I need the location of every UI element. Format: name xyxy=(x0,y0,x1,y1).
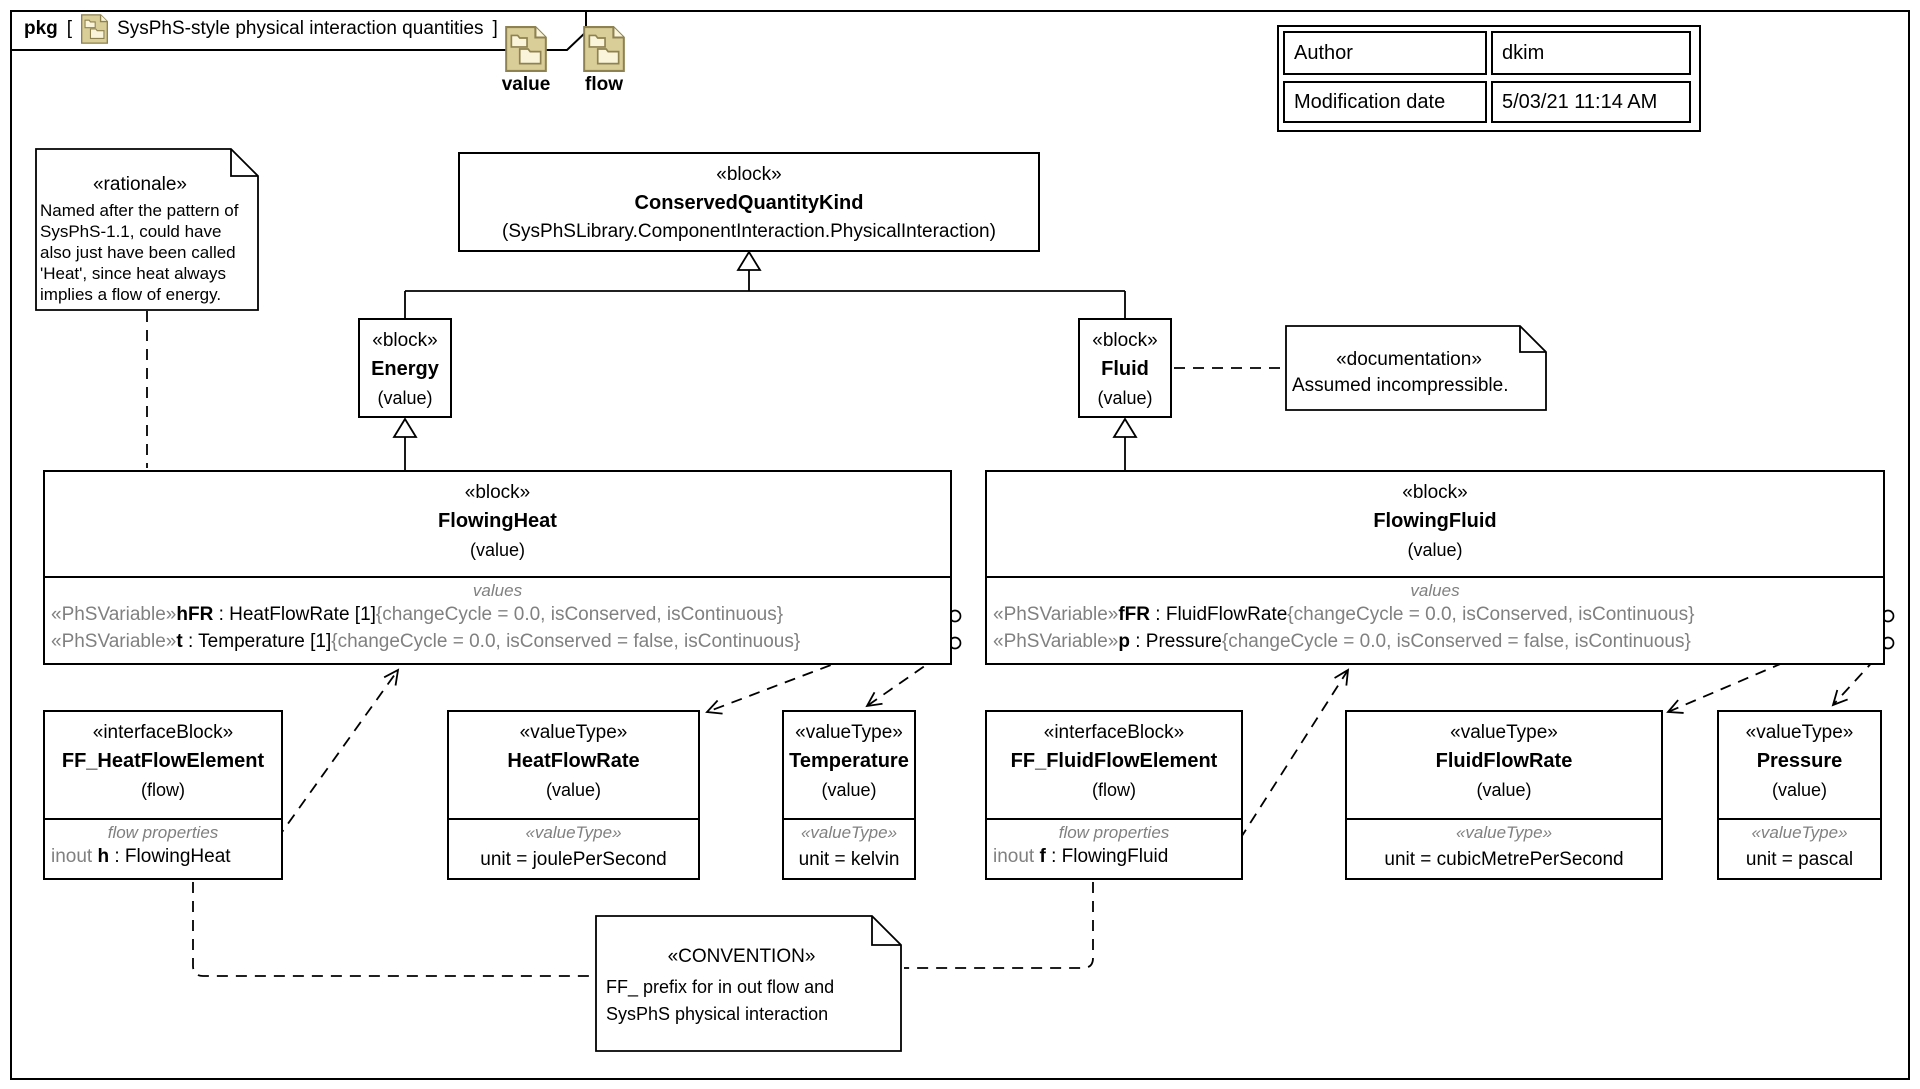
unit-compartment xyxy=(449,818,698,873)
property-stereotype: «PhSVariable» xyxy=(51,631,177,652)
property-constraint: {changeCycle = 0.0, isConserved, isContinuous} xyxy=(375,604,784,625)
property-direction: inout xyxy=(51,846,93,867)
note-convention[interactable] xyxy=(595,915,902,1052)
info-table-author-label: Author xyxy=(1283,31,1487,75)
note-text-line: implies a flow of energy. xyxy=(40,285,222,304)
stereotype-label: «valueType» xyxy=(795,722,903,743)
values-compartment xyxy=(987,576,1883,655)
property-constraint: {changeCycle = 0.0, isConserved = false, isContinuous} xyxy=(1221,631,1691,652)
property-stereotype: «PhSVariable» xyxy=(993,631,1119,652)
block-header xyxy=(784,712,914,818)
value-property xyxy=(987,601,1883,628)
compartment-label: flow properties xyxy=(107,823,219,842)
compartment-label: flow properties xyxy=(1058,823,1170,842)
flow-property xyxy=(45,843,281,870)
property-name: fFR xyxy=(1118,604,1151,625)
stereotype-label: «block» xyxy=(1092,330,1158,351)
unit-value: unit = joulePerSecond xyxy=(480,849,667,870)
block-header xyxy=(1080,320,1170,411)
block-package: (value) xyxy=(821,780,877,800)
block-name: FlowingHeat xyxy=(438,510,557,532)
block-name: Temperature xyxy=(789,750,909,772)
package-diagram-icon xyxy=(81,14,108,44)
package-label-flow[interactable]: flow xyxy=(585,74,623,95)
block-header xyxy=(449,712,698,818)
block-header xyxy=(1719,712,1880,818)
note-text-line: 'Heat', since heat always xyxy=(40,264,227,283)
value-property xyxy=(45,601,950,628)
stereotype-label: «block» xyxy=(372,330,438,351)
note-documentation[interactable] xyxy=(1285,325,1547,411)
block-package: (value) xyxy=(1771,780,1828,800)
block-header xyxy=(45,472,950,576)
block-qualifier: (SysPhSLibrary.ComponentInteraction.PhysicalInteraction) xyxy=(502,221,996,242)
compartment-label: values xyxy=(1410,581,1460,600)
package-icon-flow[interactable] xyxy=(583,26,625,72)
property-type: : HeatFlowRate [1] xyxy=(213,604,376,625)
block-header xyxy=(987,472,1883,576)
property-stereotype: «PhSVariable» xyxy=(51,604,177,625)
tab-close-bracket: ] xyxy=(492,18,498,39)
note-text-line: Assumed incompressible. xyxy=(1292,375,1509,396)
tab-open-bracket: [ xyxy=(66,18,73,39)
frame-tab[interactable] xyxy=(10,10,498,48)
block-package: (value) xyxy=(1097,388,1153,408)
package-label-value[interactable]: value xyxy=(501,74,551,95)
flow-properties-compartment xyxy=(45,818,281,870)
block-fluid[interactable] xyxy=(1078,318,1172,418)
note-stereotype: «rationale» xyxy=(92,174,188,195)
property-constraint: {changeCycle = 0.0, isConserved = false, isContinuous} xyxy=(331,631,801,652)
property-direction: inout xyxy=(993,846,1035,867)
unit-compartment xyxy=(784,818,914,873)
block-name: FF_FluidFlowElement xyxy=(1010,750,1218,772)
block-header xyxy=(460,154,1038,245)
block-conservedquantitykind[interactable] xyxy=(458,152,1040,252)
property-type: : FlowingHeat xyxy=(109,846,231,867)
unit-compartment xyxy=(1347,818,1661,873)
note-text-line: SysPhS-1.1, could have xyxy=(40,222,222,241)
compartment-label: «valueType» xyxy=(800,823,898,842)
note-rationale[interactable] xyxy=(35,148,259,311)
block-fluidflowrate[interactable] xyxy=(1345,710,1663,880)
block-package: (value) xyxy=(377,388,433,408)
property-type: : FlowingFluid xyxy=(1045,846,1169,867)
block-name: Energy xyxy=(371,358,439,380)
info-table-author-value: dkim xyxy=(1491,31,1691,75)
info-table-moddate-value: 5/03/21 11:14 AM xyxy=(1491,81,1691,123)
property-name: t xyxy=(176,631,183,652)
note-text-line: also just have been called xyxy=(40,243,236,262)
value-property xyxy=(45,628,950,655)
block-flowingfluid[interactable] xyxy=(985,470,1885,665)
block-package: (value) xyxy=(545,780,602,800)
block-package: (value) xyxy=(1476,780,1532,800)
block-name: Pressure xyxy=(1756,750,1843,772)
block-name: ConservedQuantityKind xyxy=(634,192,864,214)
block-header xyxy=(45,712,281,818)
block-name: FlowingFluid xyxy=(1373,510,1497,532)
flow-property xyxy=(987,843,1241,870)
block-header xyxy=(360,320,450,411)
block-ff-fluidflowelement[interactable] xyxy=(985,710,1243,880)
block-package: (value) xyxy=(1407,540,1463,560)
tab-keyword: pkg xyxy=(24,18,58,39)
block-package: (flow) xyxy=(1092,780,1136,800)
property-name: h xyxy=(97,846,110,867)
note-text-line: SysPhS physical interaction xyxy=(606,1004,829,1024)
stereotype-label: «block» xyxy=(464,482,531,503)
property-name: hFR xyxy=(176,604,214,625)
unit-compartment xyxy=(1719,818,1880,873)
property-type: : Temperature [1] xyxy=(182,631,332,652)
block-package: (flow) xyxy=(141,780,185,800)
stereotype-label: «interfaceBlock» xyxy=(1043,722,1185,743)
block-energy[interactable] xyxy=(358,318,452,418)
package-icon-value[interactable] xyxy=(505,26,547,72)
block-flowingheat[interactable] xyxy=(43,470,952,665)
tab-title: SysPhS-style physical interaction quantities xyxy=(117,18,484,39)
stereotype-label: «valueType» xyxy=(519,722,628,743)
property-name: f xyxy=(1039,846,1046,867)
property-type: : FluidFlowRate xyxy=(1150,604,1288,625)
block-header xyxy=(1347,712,1661,818)
unit-value: unit = cubicMetrePerSecond xyxy=(1384,849,1624,870)
stereotype-label: «valueType» xyxy=(1450,722,1558,743)
note-stereotype: «documentation» xyxy=(1336,349,1482,370)
value-property xyxy=(987,628,1883,655)
info-table-moddate-label: Modification date xyxy=(1283,81,1487,123)
values-compartment xyxy=(45,576,950,655)
block-name: FF_HeatFlowElement xyxy=(61,750,265,772)
block-name: FluidFlowRate xyxy=(1435,750,1573,772)
stereotype-label: «block» xyxy=(716,164,782,185)
property-type: : Pressure xyxy=(1129,631,1222,652)
block-heatflowrate[interactable] xyxy=(447,710,700,880)
block-name: Fluid xyxy=(1101,358,1149,380)
block-package: (value) xyxy=(469,540,526,560)
note-text-line: Named after the pattern of xyxy=(40,201,239,220)
compartment-label: «valueType» xyxy=(1455,823,1553,842)
stereotype-label: «valueType» xyxy=(1745,722,1854,743)
note-text-line: FF_ prefix for in out flow and xyxy=(606,977,835,997)
unit-value: unit = pascal xyxy=(1745,849,1854,870)
stereotype-label: «block» xyxy=(1402,482,1468,503)
property-stereotype: «PhSVariable» xyxy=(993,604,1119,625)
note-stereotype: «CONVENTION» xyxy=(667,946,816,967)
property-constraint: {changeCycle = 0.0, isConserved, isContinuous} xyxy=(1287,604,1695,625)
block-ff-heatflowelement[interactable] xyxy=(43,710,283,880)
compartment-label: «valueType» xyxy=(1751,823,1848,842)
compartment-label: values xyxy=(472,581,523,600)
unit-value: unit = kelvin xyxy=(798,849,900,870)
block-name: HeatFlowRate xyxy=(507,750,640,772)
property-name: p xyxy=(1118,631,1130,652)
compartment-label: «valueType» xyxy=(525,823,622,842)
block-temperature[interactable] xyxy=(782,710,916,880)
block-pressure[interactable] xyxy=(1717,710,1882,880)
stereotype-label: «interfaceBlock» xyxy=(92,722,234,743)
block-header xyxy=(987,712,1241,818)
flow-properties-compartment xyxy=(987,818,1241,870)
